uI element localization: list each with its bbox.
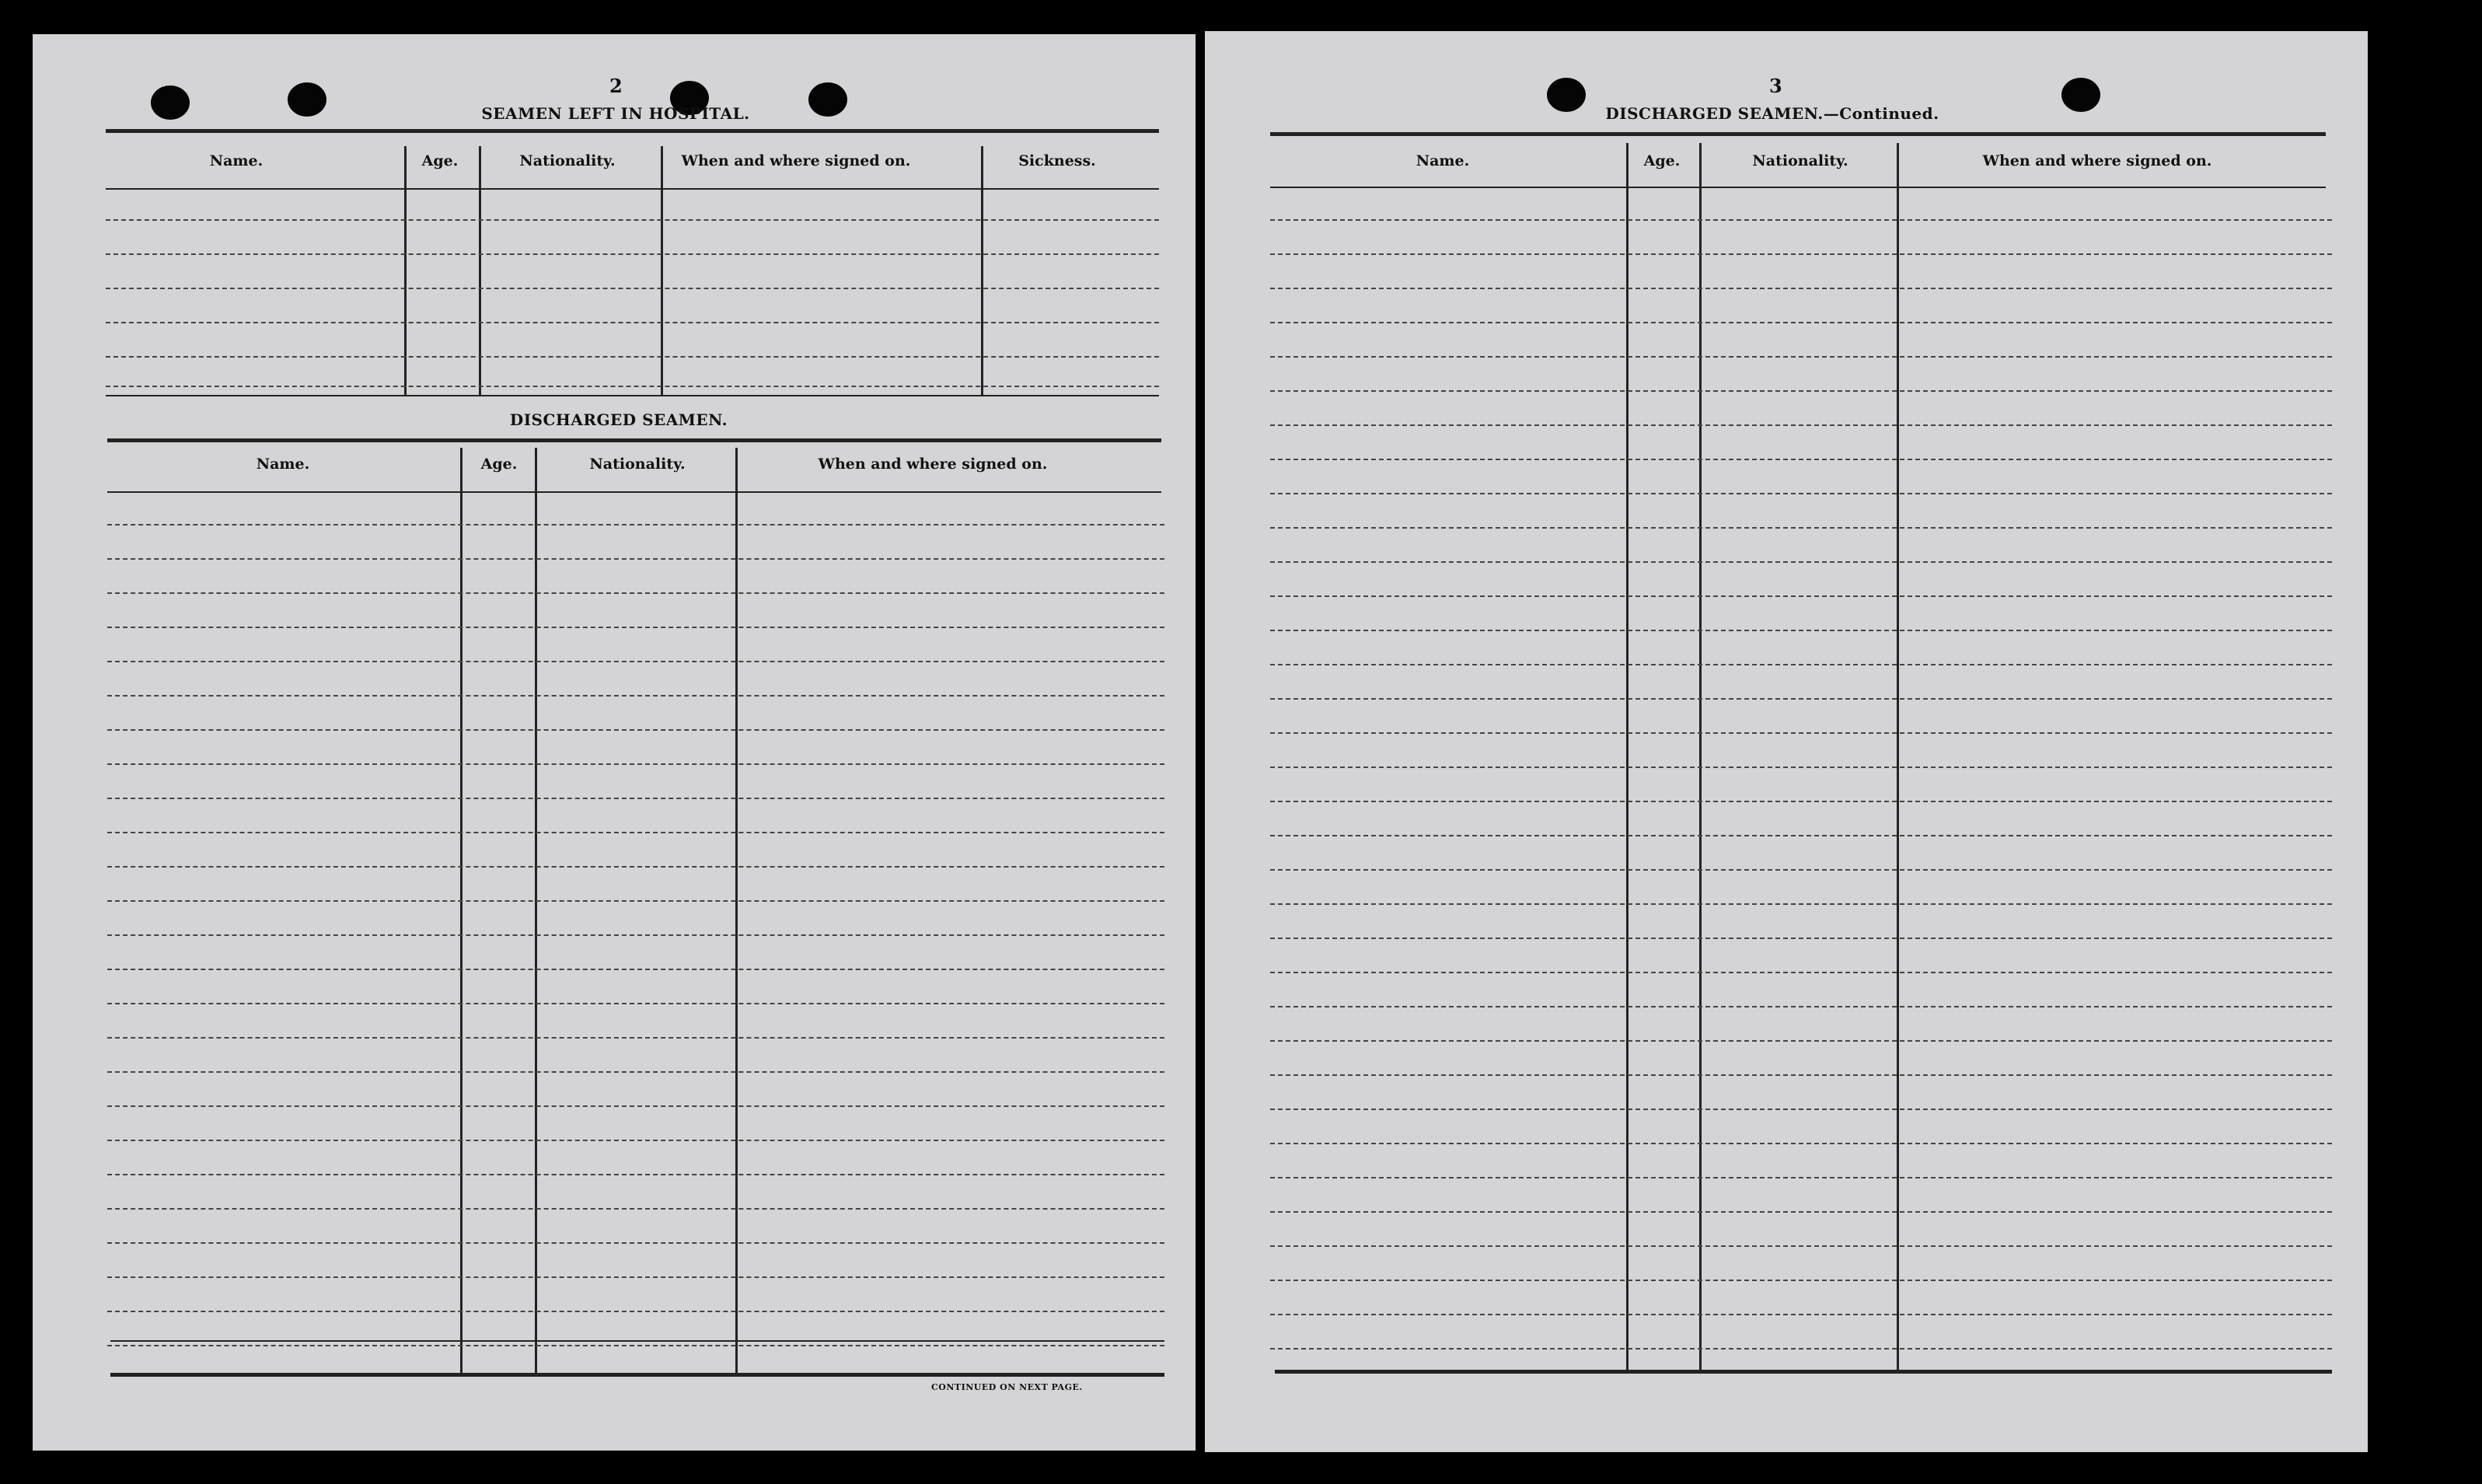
table-row: [1270, 835, 2332, 836]
punch-hole: [151, 86, 190, 120]
table-row: [107, 524, 1164, 526]
table-row: [106, 356, 1159, 358]
discharged-table-top-rule: [107, 438, 1161, 442]
table-row: [107, 1208, 1164, 1210]
table-row: [107, 1174, 1164, 1175]
table-row: [1270, 698, 2332, 700]
table-row: [106, 253, 1159, 255]
table-row: [1270, 664, 2332, 665]
table-row: [107, 900, 1164, 902]
discharged-section-title: DISCHARGED SEAMEN.: [509, 410, 728, 429]
column-header-signed-on: When and where signed on.: [681, 152, 911, 169]
table-row: [1270, 1109, 2332, 1110]
table-row: [1270, 527, 2332, 529]
table-row: [107, 695, 1164, 697]
punch-hole: [1547, 78, 1586, 112]
table-row: [107, 558, 1164, 560]
punch-hole: [2061, 78, 2100, 112]
table-row: [107, 627, 1164, 628]
discharged-table-bottom-rule: [110, 1340, 1164, 1342]
table-row: [1270, 561, 2332, 563]
table-row: [107, 798, 1164, 799]
punch-hole: [288, 82, 326, 117]
table-row: [1270, 972, 2332, 973]
table-row: [1270, 424, 2332, 426]
table-row: [107, 592, 1164, 594]
table-row: [1270, 903, 2332, 905]
table-row: [107, 969, 1164, 970]
right-page: [1205, 31, 2368, 1452]
table-row: [1270, 766, 2332, 768]
column-header-signed-on: When and where signed on.: [818, 456, 1048, 473]
column-header-age: Age.: [421, 152, 459, 169]
table-row: [1270, 322, 2332, 323]
table-row: [1270, 869, 2332, 871]
discharged-entry-rows: [107, 491, 1164, 1371]
left-page: [33, 34, 1196, 1451]
table-row: [107, 1276, 1164, 1278]
column-header-nationality: Nationality.: [589, 456, 686, 473]
table-row: [107, 1037, 1164, 1039]
table-row: [1270, 1177, 2332, 1178]
table-row: [107, 661, 1164, 662]
table-row: [1270, 938, 2332, 939]
table-row: [1270, 1211, 2332, 1213]
table-row: [1270, 356, 2332, 358]
table-row: [1270, 630, 2332, 631]
table-row: [1270, 1280, 2332, 1281]
table-row: [1270, 1245, 2332, 1247]
table-row: [1270, 459, 2332, 460]
continued-note: CONTINUED ON NEXT PAGE.: [931, 1382, 1083, 1392]
table-row: [106, 219, 1159, 221]
table-row: [1270, 595, 2332, 597]
table-row: [1270, 801, 2332, 802]
table-row: [107, 934, 1164, 936]
column-header-nationality: Nationality.: [519, 152, 616, 169]
table-row: [107, 866, 1164, 868]
table-row: [1270, 253, 2332, 255]
column-header-sickness: Sickness.: [1018, 152, 1096, 169]
column-header-signed-on: When and where signed on.: [1982, 152, 2212, 169]
page-number: 2: [609, 75, 623, 97]
table-row: [107, 729, 1164, 731]
column-header-name: Name.: [1416, 152, 1470, 169]
table-row: [1270, 1040, 2332, 1042]
table-row: [107, 1071, 1164, 1073]
table-row: [1270, 288, 2332, 289]
table-row: [107, 1242, 1164, 1244]
table-row: [107, 1105, 1164, 1107]
continued-entry-rows: [1270, 187, 2332, 1368]
table-row: [107, 763, 1164, 765]
table-row: [107, 1311, 1164, 1312]
hospital-table-top-rule: [106, 129, 1159, 133]
page-number: 3: [1769, 75, 1782, 97]
table-row: [107, 1345, 1164, 1346]
table-row: [1270, 1006, 2332, 1007]
hospital-section-title: SEAMEN LEFT IN HOSPITAL.: [481, 104, 750, 123]
table-row: [107, 832, 1164, 833]
column-header-name: Name.: [256, 456, 310, 473]
column-header-nationality: Nationality.: [1752, 152, 1848, 169]
column-header-age: Age.: [480, 456, 518, 473]
table-row: [1270, 1314, 2332, 1315]
table-row: [106, 288, 1159, 289]
table-row: [1270, 493, 2332, 494]
table-row: [1270, 1348, 2332, 1350]
table-row: [1270, 1074, 2332, 1076]
table-row: [107, 1140, 1164, 1141]
column-header-name: Name.: [209, 152, 264, 169]
table-row: [107, 1003, 1164, 1004]
continued-table-top-rule: [1270, 132, 2326, 136]
hospital-table-bottom-rule: [106, 395, 1159, 396]
punch-hole: [808, 82, 847, 117]
discharged-table-end-rule: [110, 1373, 1164, 1377]
table-row: [106, 322, 1159, 323]
table-row: [1270, 1143, 2332, 1144]
table-row: [1270, 219, 2332, 221]
table-row: [106, 386, 1159, 387]
table-row: [1270, 390, 2332, 392]
column-header-age: Age.: [1643, 152, 1681, 169]
hospital-entry-rows: [106, 188, 1159, 398]
table-row: [1270, 732, 2332, 734]
continued-table-end-rule: [1275, 1370, 2332, 1374]
discharged-continued-title: DISCHARGED SEAMEN.—Continued.: [1605, 104, 1939, 123]
